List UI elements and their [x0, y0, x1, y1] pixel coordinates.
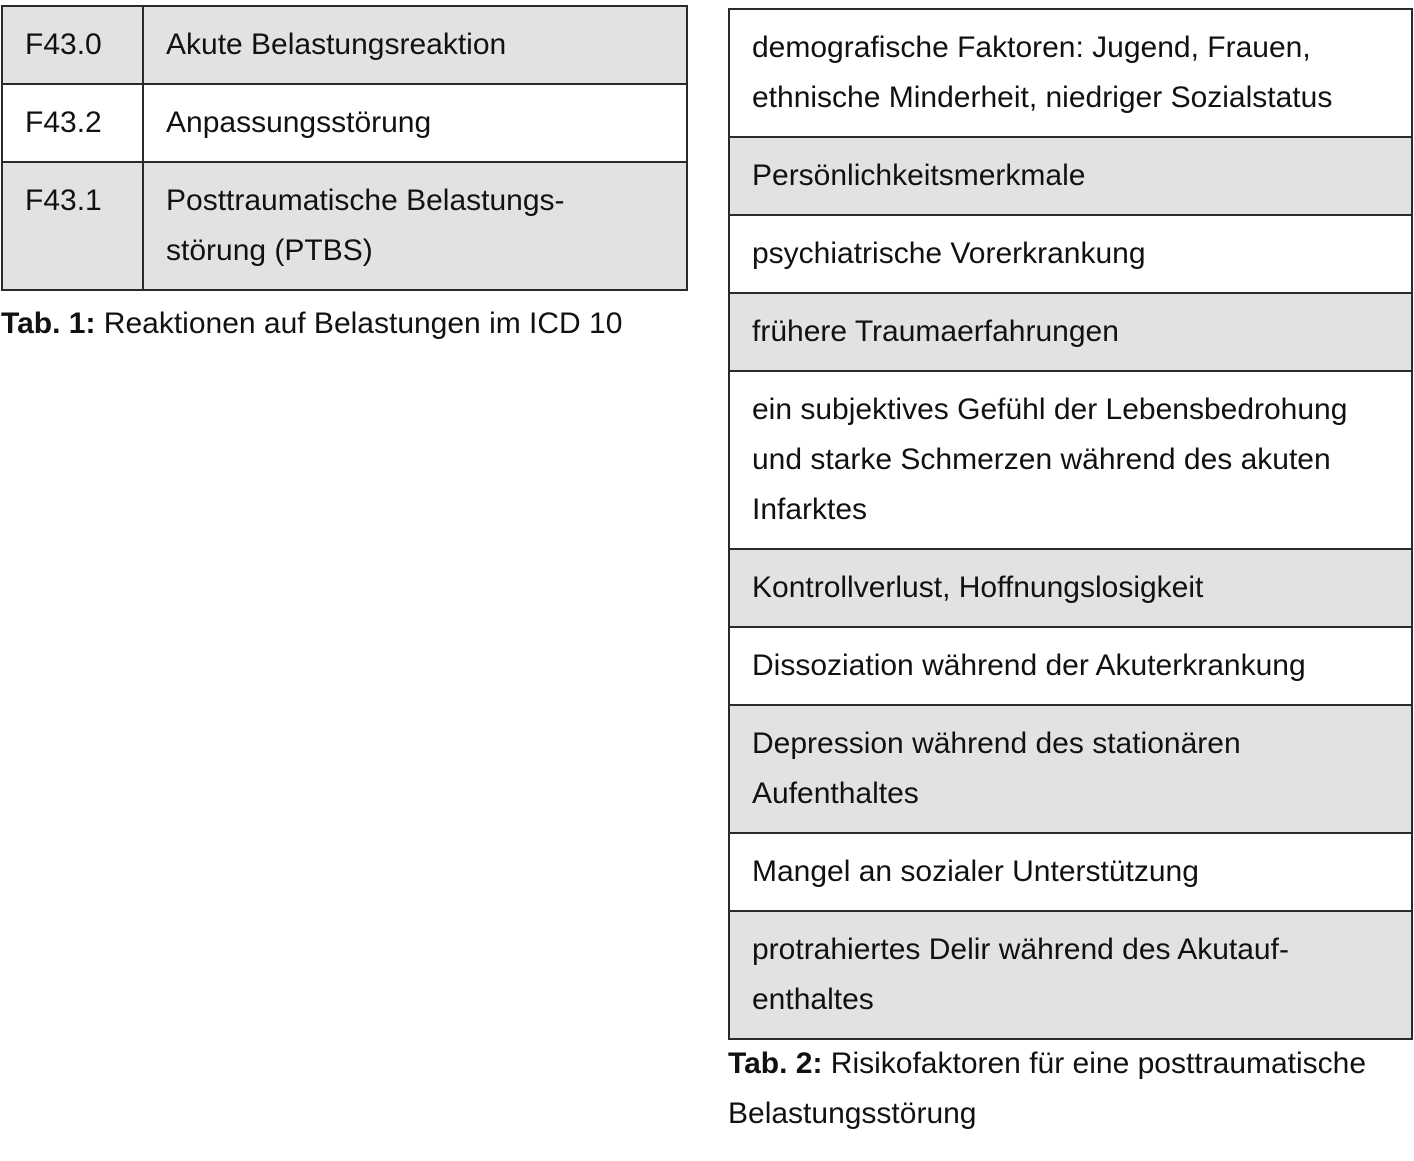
table-row — [729, 627, 1412, 705]
caption-text: Reaktionen auf Belastungen im ICD 10 — [95, 307, 623, 340]
caption-prefix: Tab. 2: — [728, 1047, 823, 1080]
icd10-reactions-table — [1, 5, 688, 291]
table-row — [729, 911, 1412, 1039]
table-row — [729, 293, 1412, 371]
risk-factor: demografische Faktoren: Jugend, Frauen, ethnische Minderheit, niedriger Sozialstatus — [729, 9, 1412, 137]
table-row — [729, 705, 1412, 833]
risk-factor: Persönlichkeitsmerkmale — [729, 137, 1412, 215]
risk-factor: protrahiertes Delir während des Akutauf- enthaltes — [729, 911, 1412, 1039]
risk-factor: Dissoziation während der Akuterkrankung — [729, 627, 1412, 705]
table-row — [729, 9, 1412, 137]
table2-caption — [728, 1039, 1408, 1139]
icd-code: F43.2 — [2, 84, 143, 162]
reaction-label: Akute Belastungsreaktion — [143, 6, 687, 84]
table-row — [2, 6, 687, 84]
table1-caption — [1, 299, 701, 349]
reaction-label: Posttraumatische Belastungs- störung (PTBS) — [143, 162, 687, 290]
table-row — [729, 371, 1412, 549]
table-row — [729, 833, 1412, 911]
risk-factor: Kontrollverlust, Hoffnungslosigkeit — [729, 549, 1412, 627]
risk-factor: ein subjektives Gefühl der Lebensbedrohung und starke Schmerzen während des akuten Infarktes — [729, 371, 1412, 549]
ptsd-risk-factors-table — [728, 8, 1413, 1040]
risk-factor: Mangel an sozialer Unterstützung — [729, 833, 1412, 911]
table-row — [729, 137, 1412, 215]
caption-text: Risikofaktoren für eine posttraumatische Belastungsstörung — [728, 1047, 1367, 1130]
table-row — [729, 549, 1412, 627]
table-row — [729, 215, 1412, 293]
table-row — [2, 162, 687, 290]
risk-factor: Depression während des stationären Aufenthaltes — [729, 705, 1412, 833]
icd-code: F43.0 — [2, 6, 143, 84]
reaction-label: Anpassungsstörung — [143, 84, 687, 162]
icd-code: F43.1 — [2, 162, 143, 290]
risk-factor: frühere Traumaerfahrungen — [729, 293, 1412, 371]
risk-factor: psychiatrische Vorerkrankung — [729, 215, 1412, 293]
table-row — [2, 84, 687, 162]
caption-prefix: Tab. 1: — [1, 307, 96, 340]
